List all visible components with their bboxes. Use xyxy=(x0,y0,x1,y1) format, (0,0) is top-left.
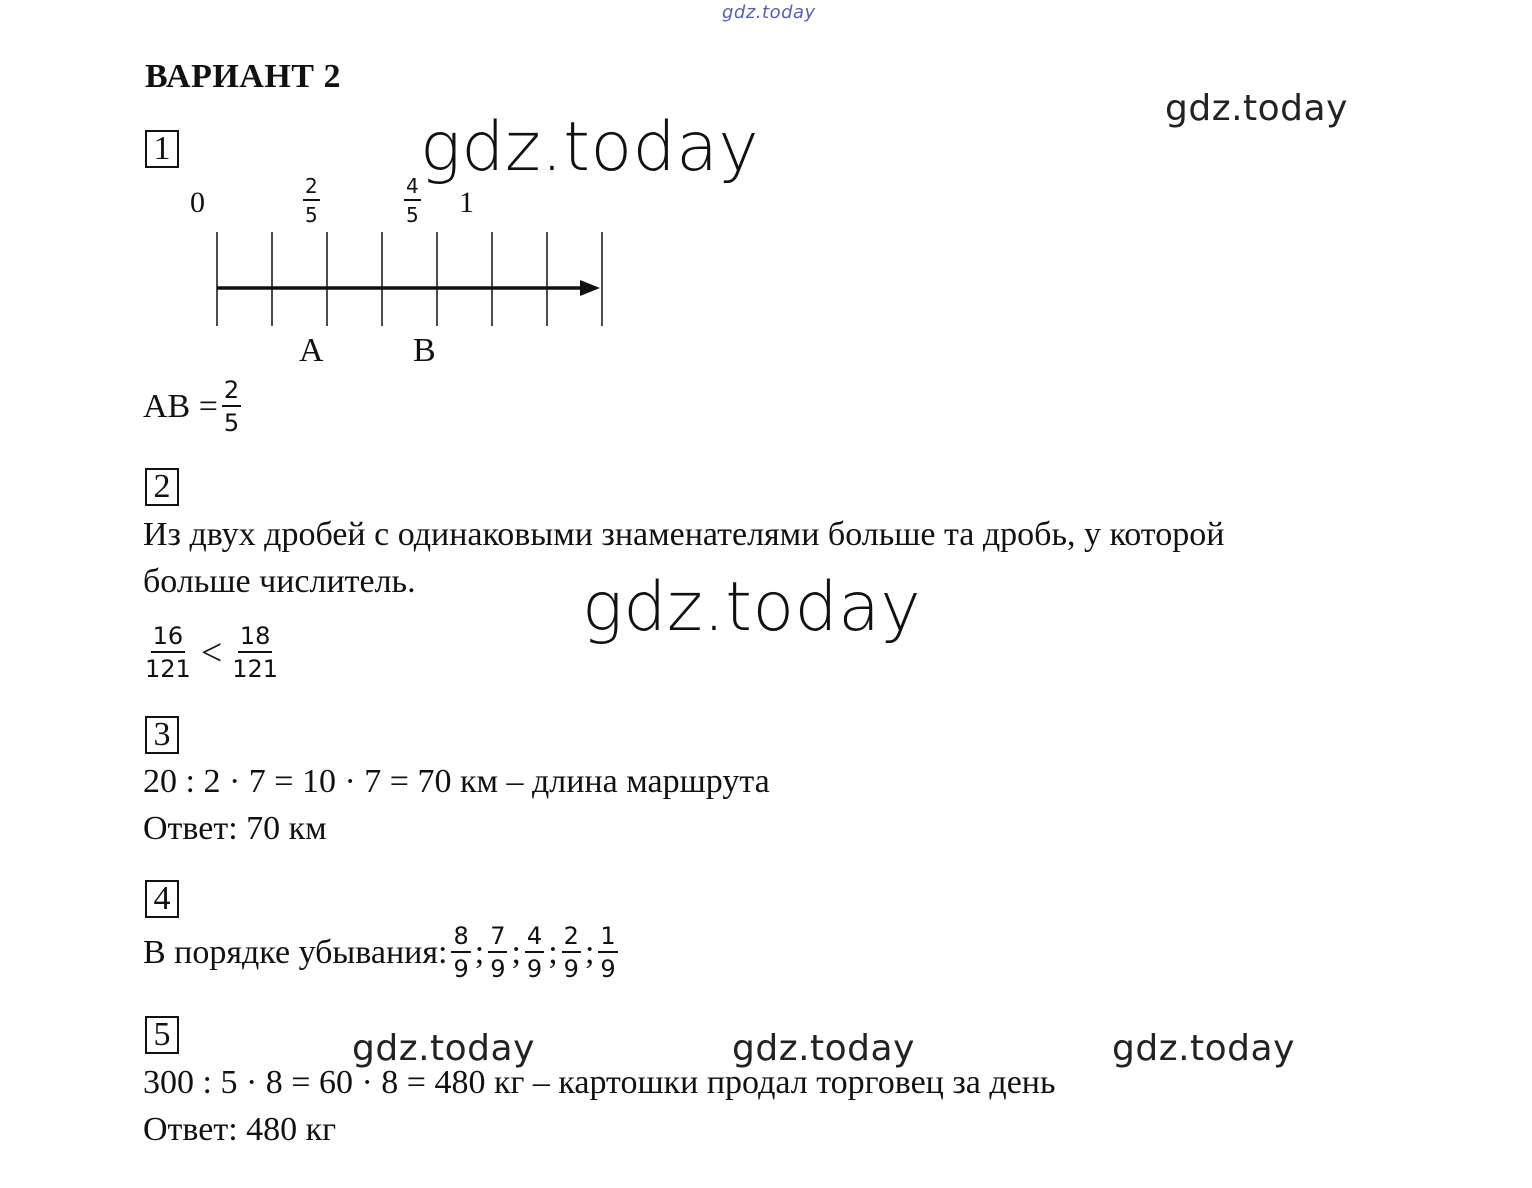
number-line xyxy=(200,228,620,332)
task-4-number: 4 xyxy=(145,880,179,918)
task-3-solution: 20 : 2 · 7 = 10 · 7 = 70 км – длина маршрута xyxy=(143,763,770,800)
task-1-answer xyxy=(143,378,241,435)
task-3-number: 3 xyxy=(145,716,179,754)
tick-four-fifths-numerator: 4 xyxy=(404,176,421,201)
task-2-left-numerator: 16 xyxy=(151,624,186,653)
task-4-fraction xyxy=(451,924,470,981)
task-5-solution: 300 : 5 · 8 = 60 · 8 = 480 кг – картошки продал торговец за день xyxy=(143,1064,1056,1101)
point-a-label: A xyxy=(299,332,324,369)
tick-four-fifths-denominator: 5 xyxy=(406,203,419,227)
task-4-separator: ; xyxy=(548,933,558,971)
task-4-separator: ; xyxy=(474,933,485,971)
task-2-rule-line-2: больше числитель. xyxy=(143,563,416,600)
task-4-fraction-numerator: 8 xyxy=(451,924,470,953)
task-4-fraction-denominator: 9 xyxy=(490,955,506,983)
task-5-number: 5 xyxy=(145,1016,179,1054)
task-1-answer-denominator: 5 xyxy=(223,409,240,437)
watermark-bottom-right: gdz.today xyxy=(1112,1028,1295,1069)
task-4-fraction xyxy=(525,924,544,981)
number-line-arrowhead xyxy=(580,280,600,296)
tick-label-one: 1 xyxy=(459,186,474,219)
watermark-bottom-left: gdz.today xyxy=(352,1028,535,1069)
task-4-fraction-denominator: 9 xyxy=(526,955,543,983)
task-4-fraction-numerator: 1 xyxy=(598,924,617,953)
watermark-top: gdz.today xyxy=(722,2,816,23)
task-4-fraction xyxy=(562,924,581,981)
watermark-bottom-center: gdz.today xyxy=(732,1028,915,1069)
watermark-large-middle: gdz.today xyxy=(582,568,922,647)
task-4-fraction-numerator: 7 xyxy=(488,924,507,953)
task-2-left-fraction xyxy=(143,624,193,681)
point-b-label: B xyxy=(413,332,436,369)
task-4-separator: ; xyxy=(584,933,595,971)
task-1-answer-fraction xyxy=(222,378,241,435)
tick-two-fifths-denominator: 5 xyxy=(305,203,318,227)
task-5-answer: Ответ: 480 кг xyxy=(143,1111,337,1148)
task-4-fraction-numerator: 2 xyxy=(562,924,581,953)
task-4-fraction xyxy=(488,924,507,981)
task-4-separator: ; xyxy=(511,933,521,971)
task-3-answer: Ответ: 70 км xyxy=(143,810,327,847)
task-4-prefix: В порядке убывания: xyxy=(143,933,448,971)
task-4-fraction xyxy=(598,924,617,981)
tick-label-two-fifths xyxy=(303,176,320,225)
tick-two-fifths-numerator: 2 xyxy=(303,176,320,201)
tick-label-four-fifths xyxy=(404,176,421,225)
task-2-sign: < xyxy=(200,631,223,674)
task-4-fraction-numerator: 4 xyxy=(525,924,544,953)
task-4-fraction-denominator: 9 xyxy=(453,955,469,983)
task-2-right-numerator: 18 xyxy=(238,624,273,653)
task-1-answer-prefix: AB = xyxy=(143,387,218,425)
task-4-fraction-denominator: 9 xyxy=(563,955,579,983)
task-2-right-denominator: 121 xyxy=(232,655,279,683)
task-4-solution xyxy=(143,924,618,981)
task-2-rule-line-1: Из двух дробей с одинаковыми знаменателями больше та дробь, у которой xyxy=(143,516,1225,553)
task-2-right-fraction xyxy=(230,624,280,681)
task-2-comparison xyxy=(143,624,280,681)
task-2-number: 2 xyxy=(145,468,179,506)
task-1-number: 1 xyxy=(145,130,179,168)
watermark-top-right: gdz.today xyxy=(1165,88,1348,129)
variant-title: ВАРИАНТ 2 xyxy=(145,58,341,95)
task-2-left-denominator: 121 xyxy=(145,655,191,683)
watermark-large-upper: gdz.today xyxy=(420,108,760,187)
task-4-fraction-denominator: 9 xyxy=(600,955,616,983)
tick-label-zero: 0 xyxy=(190,186,205,219)
task-1-answer-numerator: 2 xyxy=(222,378,241,407)
